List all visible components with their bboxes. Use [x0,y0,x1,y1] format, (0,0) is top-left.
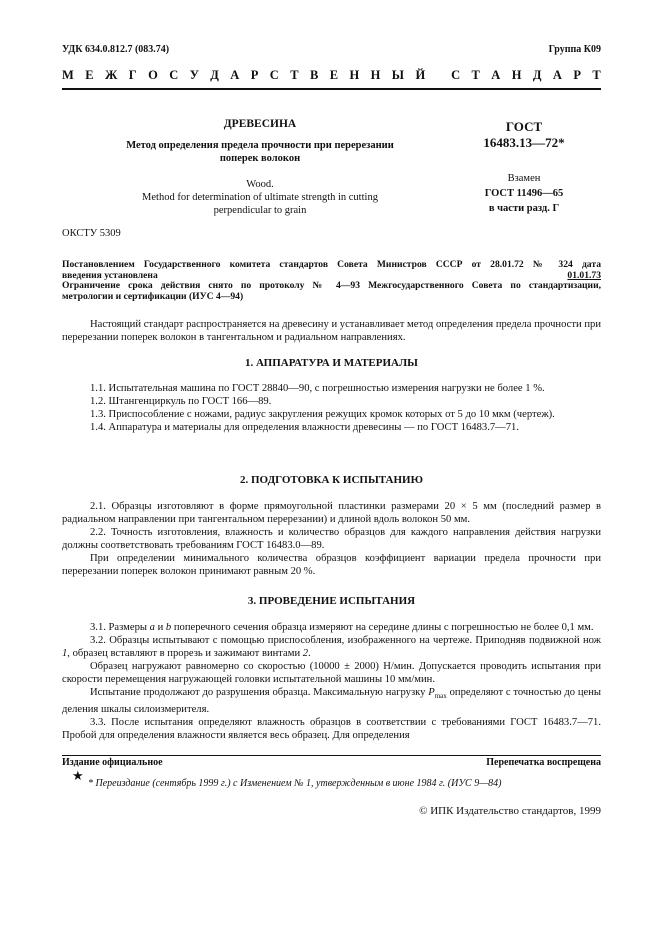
title-letter: Т [290,68,299,82]
copyright: © ИПК Издательство стандартов, 1999 [419,805,601,817]
reprint-note: * Переиздание (сентябрь 1999 г.) с Изменением № 1, утвержденным в июне 1984 г. (ИУС 9—84) [88,778,502,789]
title-letter: В [309,68,319,82]
footer-divider [62,755,601,756]
title-letter: Т [471,68,480,82]
effective-date: 01.01.73 [567,269,601,281]
star-icon: ★ [72,768,84,783]
title-letter: А [230,68,240,82]
section-2-body: 2.1. Образцы изготовляют в форме прямоугольной пластинки размерами 20 × 5 мм (последний размер в радиальном направлении при тангентальном перерезании) и длиной вдоль волокон 50 мм. 2.2. Точность изготовления, влажность и количество образцов для каждого направления действия нагрузки должны соответствовать требованиям ГОСТ 16483.0—89. При определении минимального количества образцов коэффициент вариации предела прочности при перерезании поперек волокон принимают равным 20 %. [62,501,601,577]
document-subtitle: Метод определения предела прочности при перерезании поперек волокон [126,140,394,164]
title-letter: Й [415,68,426,82]
title-letter: Н [370,68,381,82]
intro-paragraph: Настоящий стандарт распространяется на древесину и устанавливает метод определения предела прочности при перерезании поперек волокон в тангентальном и радиальном направлениях. [62,319,601,343]
title-letter: Е [329,68,339,82]
section-2-heading: 2. ПОДГОТОВКА К ИСПЫТАНИЮ [240,474,423,486]
title-letter [437,68,440,83]
document-title: ДРЕВЕСИНА [223,118,297,130]
title-letter: Ж [104,68,118,82]
title-letter: Ы [391,68,405,82]
title-letter: Н [349,68,360,82]
replaces-block: Взамен ГОСТ 11496—65 в части разд. Г [484,173,564,214]
title-letter: Р [573,68,581,82]
title-letter: С [169,68,179,82]
title-letter: А [552,68,562,82]
title-letter: Д [210,68,219,82]
english-title: Wood. Method for determination of ultimate strength in cutting perpendicular to grain [142,179,378,216]
document-page [62,0,601,936]
decree-block: Постановлением Государственного комитета стандартов Совета Министров СССР от 28.01.72 № 324 дата введения установлена 01.01.73 Ограничение срока действия снято по протоколу № 4—93 Межгосударственного Совета по стандартизации, метрологии и сертификации (ИУС 4—94) [62,259,601,302]
title-letter: Н [511,68,522,82]
title-letter: С [269,68,279,82]
title-divider [62,88,601,90]
okstu-code: ОКСТУ 5309 [62,228,121,239]
reprint-prohibited-label: Перепечатка воспрещена [486,757,601,768]
section-1-body: 1.1. Испытательная машина по ГОСТ 28840—90, с погрешностью измерения нагрузки не более 1 %. 1.2. Штангенциркуль по ГОСТ 166—89. 1.3. Приспособление с ножами, радиус закругления режущих кромок которых от 5 до 10 мкм (чертеж). 1.4. Аппаратура и материалы для определения влажности древесины — по ГОСТ 16483.7—71. [90,383,555,433]
section-3-body: 3.1. Размеры a и b поперечного сечения образца измеряют на середине длины с погрешностью не более 0,1 мм. 3.2. Образцы испытывают с помощью приспособления, изображенного на чертеже. Приподняв подвижной нож 1, образец вставляют в прорезь и зажимают винтами 2. Образец нагружают равномерно со скоростью (10000 ± 2000) Н/мин. Допускается проводить испытания при скорости перемещения нагружающей головки испытательной машины 10 мм/мин. Испытание продолжают до разрушения образца. Максимальную нагрузку $P_{max}$ определяют с точностью до цены деления шкалы силоизмерителя. 3.3. После испытания определяют влажность образцов в соответствии с требованиями ГОСТ 16483.7—71. Пробой для определения влажности является весь образец. Для определения [62,622,602,742]
title-letter: Р [250,68,259,82]
section-3-heading: 3. ПРОВЕДЕНИЕ ИСПЫТАНИЯ [247,595,416,607]
section-1-heading: 1. АППАРАТУРА И МАТЕРИАЛЫ [245,357,418,369]
title-letter: С [451,68,461,82]
title-letter: О [148,68,158,82]
gost-number-block: ГОСТ 16483.13—72* [483,119,565,150]
udk-code: УДК 634.0.812.7 (083.74) [62,44,170,55]
title-letter: Д [532,68,542,82]
title-letter: Е [85,68,94,82]
group-code: Группа К09 [548,44,601,55]
title-letter: Г [128,68,137,82]
title-letter: У [189,68,199,82]
title-letter: Т [592,68,601,82]
title-letter: М [62,68,74,82]
title-letter: А [491,68,501,82]
standard-type-title [62,68,601,83]
official-edition-label: Издание официальное [62,757,163,768]
